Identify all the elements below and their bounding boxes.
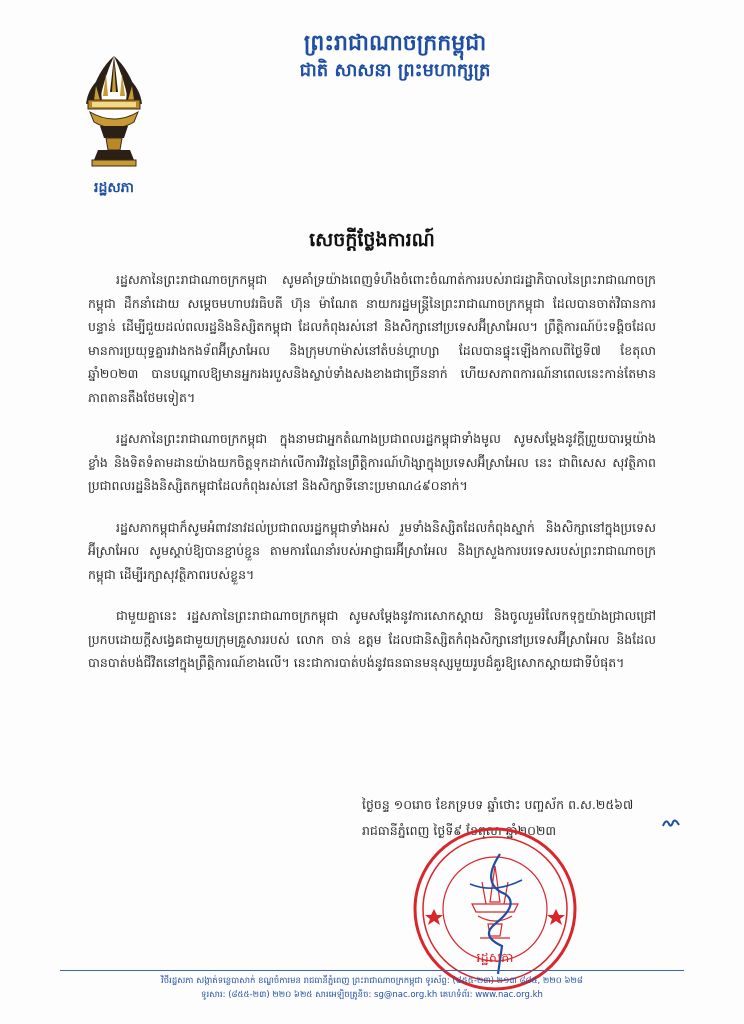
- national-motto: ជាតិ សាសនា ព្រះមហាក្សត្រ: [299, 60, 491, 81]
- paragraph-2: រដ្ឋសភានៃព្រះរាជាណាចក្រកម្ពុជា ក្នុងនាមជាអ្នកតំណាងប្រជាពលរដ្ឋកម្ពុជាទាំងមូល សូមសម្តែងនូវក្តីព្រួយបារម្ភយ៉ាងខ្លាំង និងទិតទំតាមដានយ៉ាងយកចិត្តទុកដាក់លើការវិវត្តនៃព្រឹត្តិការណ៍ហិង្សាក្នុងប្រទេសអ៊ីស្រាអែល នេះ ជាពិសេស សុវត្ថិភាពប្រជាពលរដ្ឋនិងនិស្សិតកម្ពុជាដែលកំពុងរស់នៅ និងសិក្សាទីនោះប្រមាណ៤៩០នាក់។: [88, 431, 656, 493]
- signature-mark-icon: [662, 816, 680, 830]
- seal-label: រដ្ឋសភា: [476, 951, 514, 966]
- place-date: រាជធានីភ្នំពេញ ថ្ងៃទី៩ ខែតុលា ឆ្នាំ២០២៣: [362, 823, 557, 838]
- institution-name: រដ្ឋសភា: [94, 180, 134, 196]
- letterhead: [230, 28, 560, 84]
- official-seal: [410, 824, 580, 994]
- footer-address: វិថីរដ្ឋសភា សង្កាត់ទន្លេបាសាក់ ខណ្ឌចំការមន រាជធានីភ្នំពេញ ព្រះរាជាណាចក្រកម្ពុជា ទូរស័ព្ទ: (៨៥៥-២៣) ២១៣ ៨៨៥, ២២០ ៦២៨: [161, 976, 583, 986]
- letter-footer: [60, 974, 684, 1002]
- paragraph-3: រដ្ឋសភាកម្ពុជាក៏សូមអំពាវនាវដល់ប្រជាពលរដ្ឋកម្ពុជាទាំងអស់ រួមទាំងនិស្សិតដែលកំពុងស្នាក់ និងសិក្សានៅក្នុងប្រទេសអ៊ីស្រាអែល សូមស្តាប់ឱ្យបានខ្ជាប់ខ្ជួន តាមការណែនាំរបស់អាជ្ញាធរអ៊ីស្រាអែល និងក្រសួងការបរទេសរបស់ព្រះរាជាណាចក្រកម្ពុជា ដើម្បីរក្សាសុវត្ថិភាពរបស់ខ្លួន។: [88, 519, 656, 582]
- paragraph-4: ជាមួយគ្នានេះ រដ្ឋសភានៃព្រះរាជាណាចក្រកម្ពុជា សូមសម្តែងនូវការសោកស្តាយ និងចូលរួមរំលែកទុក្ខយ៉ាងជ្រាលជ្រៅ ប្រកបដោយក្តីសង្វេគជាមួយក្រុមគ្រួសាររបស់ លោក ចាន់ ឧត្តម ដែលជានិស្សិតកំពុងសិក្សានៅប្រទេសអ៊ីស្រាអែល និងដែលបានបាត់បង់ជីវិតនៅក្នុងព្រឹត្តិការណ៍ខាងលើ។ នេះជាការបាត់បង់នូវធនធានមនុស្សមួយរូបដ៏គួរឱ្យសោកស្តាយជាទីបំផុត។: [88, 608, 656, 670]
- footer-contact: ទូរសារ: (៨៥៥-២៣) ២២០ ៦២៥ សារអេឡិចត្រូនិច: sg@nac.org.kh គេហទំព័រ: www.nac.org.kh: [201, 990, 543, 1000]
- statement-body: [88, 268, 656, 693]
- lunar-date: ថ្ងៃចន្ទ ១០រោច ខែភទ្របទ ឆ្នាំថោះ បញ្ចស័ក ព.ស.២៥៦៧: [362, 797, 634, 812]
- paragraph-1: រដ្ឋសភានៃព្រះរាជាណាចក្រកម្ពុជា សូមគាំទ្រយ៉ាងពេញទំហឹងចំពោះចំណាត់ការរបស់រាជរដ្ឋាភិបាលនៃព្រះរាជាណាចក្រកម្ពុជា ដឹកនាំដោយ សម្តេចមហាបវរធិបតី ហ៊ុន ម៉ាណែត នាយករដ្ឋមន្ត្រីនៃព្រះរាជាណាចក្រកម្ពុជា ដែលបានចាត់វិធានការបន្ទាន់ ដើម្បីជួយដល់ពលរដ្ឋនិងនិស្សិតកម្ពុជា ដែលកំពុងរស់នៅ និងសិក្សានៅប្រទេសអ៊ីស្រាអែល។ ព្រឹត្តិការណ៍ប៉ះទង្គិចដែលមានការប្រយុទ្ធគ្នារវាងកងទ័ពអ៊ីស្រាអែល និងក្រុមហាម៉ាស់នៅតំបន់ហ្គាហ្សា ដែលបានផ្ទុះឡើងកាលពីថ្ងៃទី៧ ខែតុលា ឆ្នាំ២០២៣ បានបណ្តាលឱ្យមានអ្នករងរបួសនិងស្លាប់ទាំងសងខាងជាច្រើននាក់ ហើយសភាពការណ៍នាពេលនេះកាន់តែមានភាពតានតឹងថែមទៀត។: [88, 272, 656, 405]
- kingdom-name: ព្រះរាជាណាចក្រកម្ពុជា: [303, 30, 487, 56]
- national-assembly-emblem: [78, 52, 150, 172]
- document-title: សេចក្តីថ្លែងការណ៍: [309, 229, 435, 251]
- footer-divider: [60, 970, 684, 971]
